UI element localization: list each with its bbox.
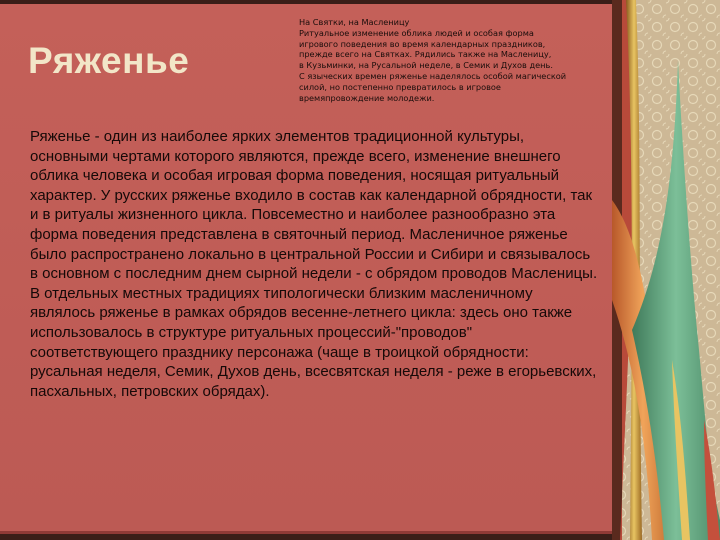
note-line: прежде всего на Святках. Рядились также на Масленицу, [299, 49, 552, 60]
note-line: в Кузьминки, на Русальной неделе, в Семик и Духов день. [299, 60, 553, 71]
note-line: игрового поведения во время календарных праздников, [299, 38, 546, 49]
note-line: С языческих времен ряженье наделялось особой магической [299, 70, 567, 81]
note-block [299, 17, 599, 103]
decorative-side-panel [612, 0, 720, 540]
note-line: На Святки, на Масленицу [299, 17, 410, 27]
slide-title: Ряженье [28, 40, 190, 81]
bottom-border [0, 534, 618, 540]
body-paragraph: Ряженье - один из наиболее ярких элементов традиционной культуры, основными чертами которого являются, прежде всего, изменение внешнего облика человека и особая игровая форма поведения, носящая ритуальный характер. У русских ряженье входило в состав как календарной обрядности, так и в ритуалы жизненного цикла. Повсеместно и наиболее разнообразно эта форма поведения представлена в святочный период. Масленичное ряженье было распространено локально в центральной России и Сибири и связывалось в основном с последним днем сырной недели - с обрядом проводов Масленицы. В отдельных местных традициях типологически близким масленичному являлось ряженье в рамках обрядов весенне-летнего цикла: здесь оно также использовалось в структуре ритуальных процессий-"проводов" соответствующего празднику персонажа (чаще в троицкой обрядности: русальная неделя, Семик, Духов день, всесвятская неделя - реже в егорьевских, пасхальных, петровских обрядах). [30, 128, 598, 400]
top-border [0, 0, 618, 4]
note-line: Ритуальное изменение облика людей и особая форма [299, 27, 534, 38]
note-line: времяпровождение молодежи. [299, 92, 435, 103]
note-line: силой, но постепенно превратилось в игровое [299, 81, 501, 92]
